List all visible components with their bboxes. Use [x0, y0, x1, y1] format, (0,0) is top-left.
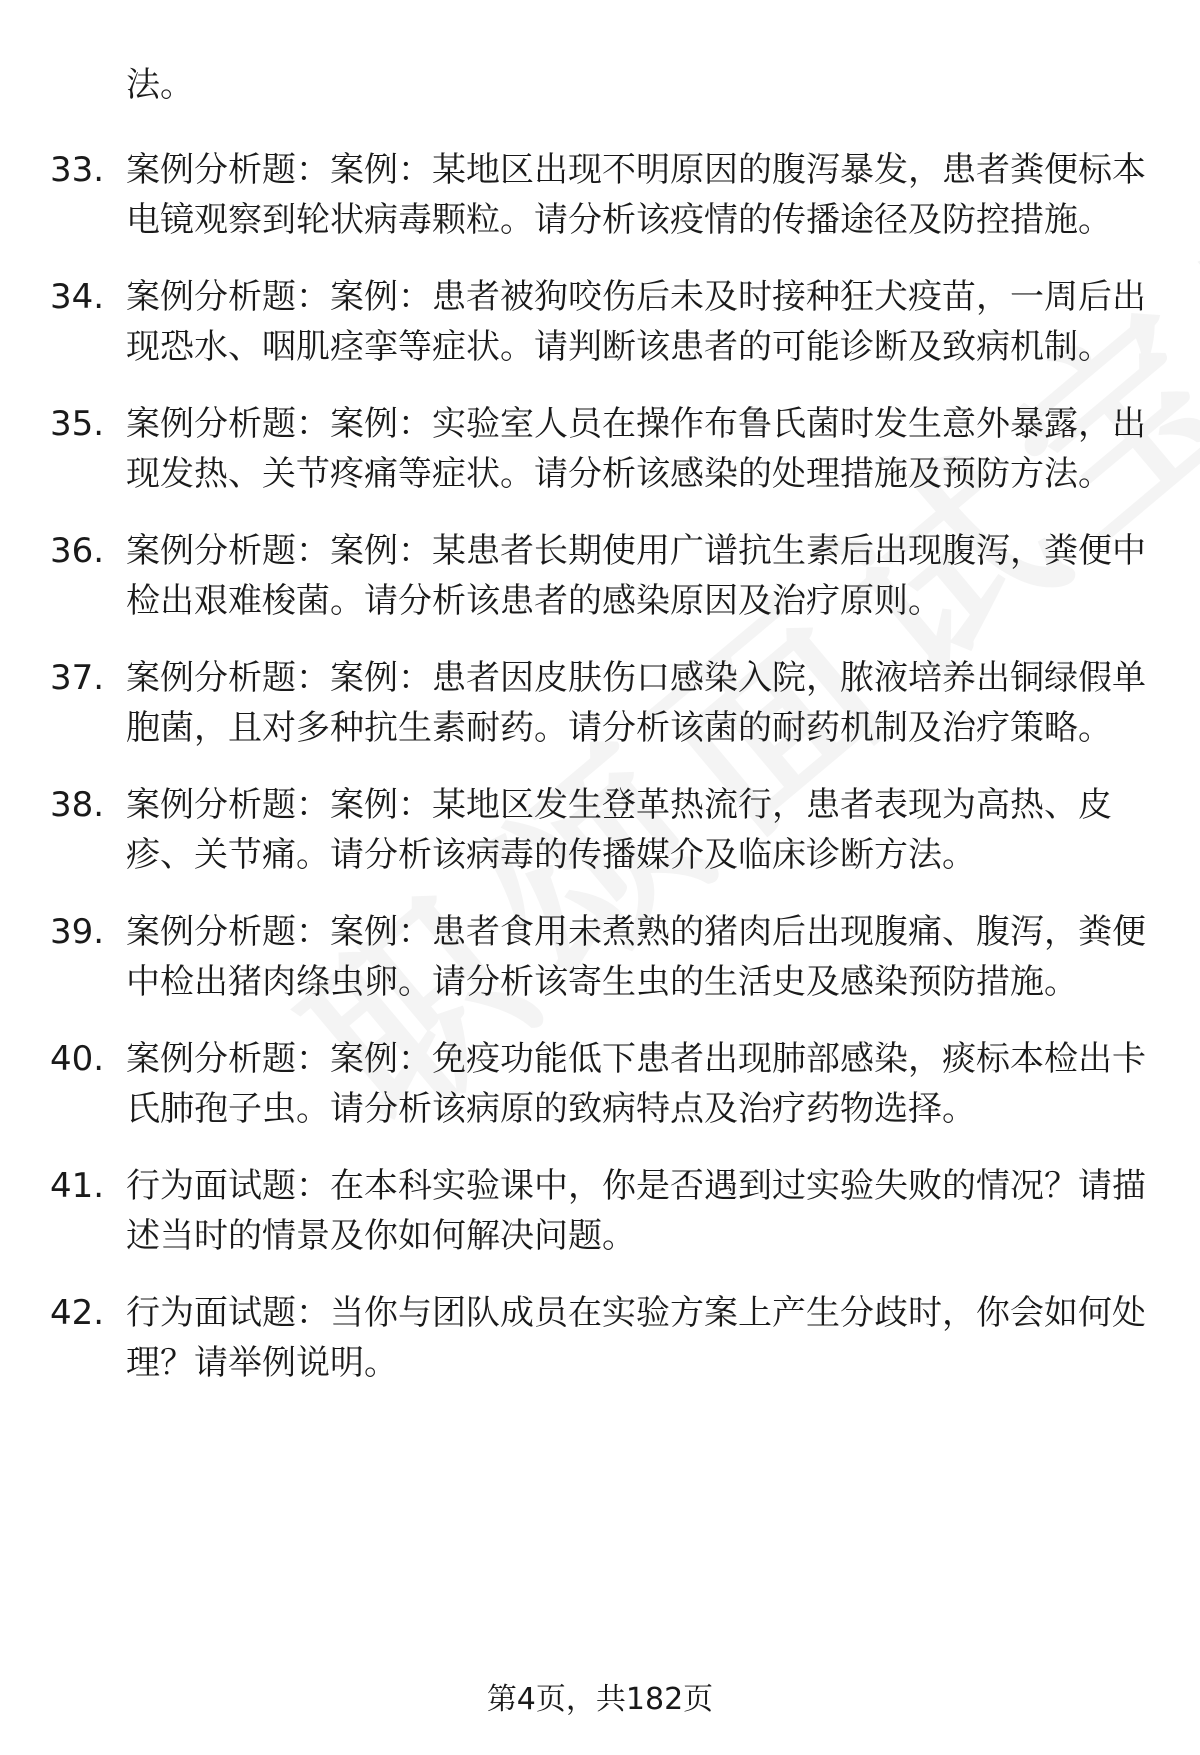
question-number: 39.: [50, 912, 105, 952]
question-text: 案例分析题：案例：某地区出现不明原因的腹泻暴发，患者粪便标本电镜观察到轮状病毒颗粒。请分析该疫情的传播途径及防控措施。: [126, 150, 1146, 240]
question-number: 40.: [50, 1039, 105, 1079]
question-text: 行为面试题：当你与团队成员在实验方案上产生分歧时，你会如何处理？请举例说明。: [126, 1293, 1146, 1383]
question-text: 案例分析题：案例：某患者长期使用广谱抗生素后出现腹泻，粪便中检出艰难梭菌。请分析该患者的感染原因及治疗原则。: [126, 531, 1146, 621]
question-item-41: [0, 1161, 1200, 1261]
question-item-33: [0, 145, 1200, 245]
question-number: 35.: [50, 404, 105, 444]
question-item-38: [0, 780, 1200, 880]
question-item-36: [0, 526, 1200, 626]
question-item-35: [0, 399, 1200, 499]
page-footer: 第4页，共182页: [486, 1682, 714, 1717]
question-item-40: [0, 1034, 1200, 1134]
continued-text: 法。: [126, 65, 194, 105]
question-text: 行为面试题：在本科实验课中，你是否遇到过实验失败的情况？请描述当时的情景及你如何解决问题。: [126, 1166, 1146, 1256]
question-list: [0, 145, 1200, 1415]
question-text: 案例分析题：案例：某地区发生登革热流行，患者表现为高热、皮疹、关节痛。请分析该病毒的传播媒介及临床诊断方法。: [126, 785, 1112, 875]
question-text: 案例分析题：案例：患者因皮肤伤口感染入院，脓液培养出铜绿假单胞菌，且对多种抗生素耐药。请分析该菌的耐药机制及治疗策略。: [126, 658, 1146, 748]
question-number: 38.: [50, 785, 105, 825]
question-text: 案例分析题：案例：患者食用未煮熟的猪肉后出现腹痛、腹泻，粪便中检出猪肉绦虫卵。请分析该寄生虫的生活史及感染预防措施。: [126, 912, 1146, 1002]
question-item-42: [0, 1288, 1200, 1388]
question-text: 案例分析题：案例：免疫功能低下患者出现肺部感染，痰标本检出卡氏肺孢子虫。请分析该病原的致病特点及治疗药物选择。: [126, 1039, 1146, 1129]
question-text: 案例分析题：案例：实验室人员在操作布鲁氏菌时发生意外暴露，出现发热、关节疼痛等症状。请分析该感染的处理措施及预防方法。: [126, 404, 1146, 494]
question-number: 36.: [50, 531, 105, 571]
question-text: 案例分析题：案例：患者被狗咬伤后未及时接种狂犬疫苗，一周后出现恐水、咽肌痉挛等症状。请判断该患者的可能诊断及致病机制。: [126, 277, 1146, 367]
question-item-34: [0, 272, 1200, 372]
question-number: 33.: [50, 150, 105, 190]
question-item-39: [0, 907, 1200, 1007]
question-number: 42.: [50, 1293, 105, 1333]
question-item-37: [0, 653, 1200, 753]
question-number: 34.: [50, 277, 105, 317]
question-number: 41.: [50, 1166, 105, 1206]
question-number: 37.: [50, 658, 105, 698]
